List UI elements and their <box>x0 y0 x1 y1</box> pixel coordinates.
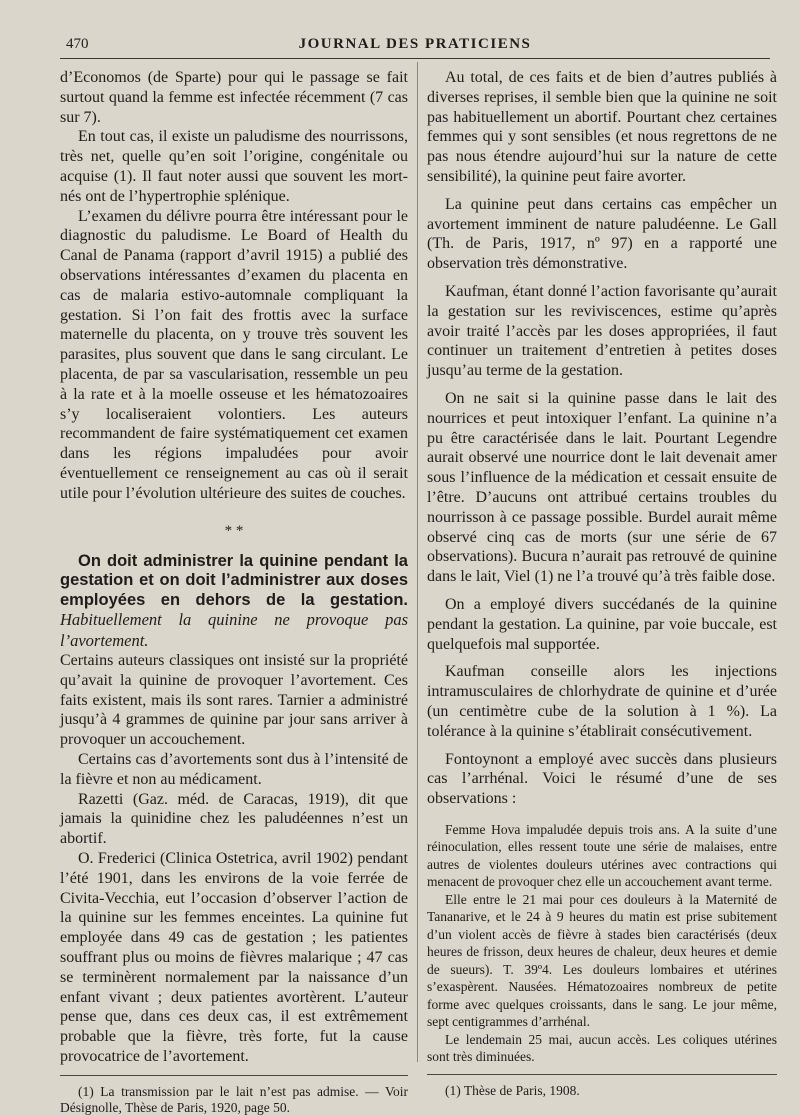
paragraph: d’Economos (de Sparte) pour qui le passage se fait surtout quand la femme est infectée récemment (7 cas sur 7). <box>60 69 408 126</box>
paragraph: La quinine peut dans certains cas empêcher un avortement imminent de nature paludéenne. Le Gall (Th. de Paris, 1917, nº 97) en a rapporté une observation très démonstrative. <box>427 195 777 273</box>
footnote: (1) La transmission par le lait n’est pas admise. — Voir Désignolle, Thèse de Paris, 1920, page 50. <box>60 1083 408 1115</box>
paragraph: On ne sait si la quinine passe dans le lait des nourrices et peut intoxiquer l’enfant. La quinine n’a pu être caractérisée dans le lait. Pourtant Legendre aurait observé une nourrice dont le lait devenait amer sous l’influence de la médication et cessait ensuite de l’être. D’aucuns ont attribué certains troubles du nourrisson à ce passage possible. Burdel aurait même observé cinq cas de morts (sur une série de 67 observations). Bucura n’aurait pas retrouvé de quinine dans le lait, Viel (1) ne l’a trouvé qu’à très faible dose. <box>427 389 777 586</box>
paragraph: Certains auteurs classiques ont insisté sur la propriété qu’avait la quinine de provoquer l’avortement. Ces faits existent, mais ils sont rares. Tarnier a administré jusqu’à 4 grammes de quinine par jour sans arriver à provoquer un accouchement. <box>60 652 408 749</box>
section-heading <box>60 552 408 652</box>
page-header <box>60 32 770 59</box>
right-column <box>427 68 777 1099</box>
left-column <box>60 68 408 1116</box>
column-divider <box>417 62 418 1062</box>
footnote-rule <box>60 1075 408 1076</box>
paragraph: Certains cas d’avortements sont dus à l’intensité de la fièvre et non au médicament. <box>60 751 408 788</box>
paragraph: Kaufman, étant donné l’action favorisante qu’aurait la gestation sur les reviviscences, estime qu’après avoir traité l’accès par les doses appropriées, il faut continuer un traitement d’entretien à petites doses jusqu’au terme de la gestation. <box>427 282 777 380</box>
observation-quote <box>427 821 777 1066</box>
heading-italic: Habituellement la quinine ne provoque pas l’avortement. <box>60 610 408 650</box>
paragraph: Kaufman conseille alors les injections intramusculaires de chlorhydrate de quinine et d’urée (un centimètre cube de la solution à 1 %). La tolérance à la quinine s’établirait consécutivement. <box>427 663 777 740</box>
paragraph: Au total, de ces faits et de bien d’autres publiés à diverses reprises, il semble bien que la quinine ne soit pas habituellement un abortif. Pourtant chez certaines femmes qui y sont sensibles (et nous regrettons de ne pas nous étendre aujourd’hui sur la nature de cette sensibilité), la quinine peut faire avorter. <box>427 69 777 185</box>
paragraph: O. Frederici (Clinica Ostetrica, avril 1902) pendant l’été 1901, dans les environs de la voie ferrée de Civita-Vecchia, eut l’occasion d’observer l’action de la quinine sur les femmes enceintes. La quinine fut employée dans 49 cas de gestation ; les patientes souffrant plus ou moins de fièvres malarique ; 47 cas se terminèrent normalement par la naissance d’un enfant vivant ; deux patientes avortèrent. L’auteur pense que, dans ces deux cas, il est extrêmement probable que la fièvre, très forte, fut la cause provocatrice de l’avortement. <box>60 850 408 1065</box>
footnote: (1) Thèse de Paris, 1908. <box>445 1082 580 1098</box>
quote-paragraph: Le lendemain 25 mai, aucun accès. Les coliques utérines sont très diminuées. <box>427 1031 777 1065</box>
page-number: 470 <box>66 36 89 52</box>
paragraph: On a employé divers succédanés de la quinine pendant la gestation. La quinine, par voie buccale, est quelquefois mal supportée. <box>427 595 777 653</box>
heading-bold: On doit administrer la quinine pendant la gestation et on doit l’administrer aux doses employées en dehors de la gestation. <box>60 551 408 609</box>
paragraph: Razetti (Gaz. méd. de Caracas, 1919), dit que jamais la quinidine chez les paludéennes n’est un abortif. <box>60 790 408 848</box>
quote-paragraph: Femme Hova impaludée depuis trois ans. A la suite d’une réinoculation, elles ressent toute une série de malaises, entre autres de violentes douleurs utérines avec contractions qui menacent de provoquer chez elle un accouchement avant terme. <box>427 821 777 890</box>
paragraph: Fontoynont a employé avec succès dans plusieurs cas l’arrhénal. Voici le résumé d’une de ses observations : <box>427 750 777 808</box>
paragraph: L’examen du délivre pourra être intéressant pour le diagnostic du paludisme. Le Board of Health du Canal de Panama (rapport d’avril 1915) a publié des observations intéressantes d’examen du placenta en cas de malaria estivo-automnale compliquant la gestation. Si l’on fait des frottis avec la surface maternelle du placenta, on y trouve très souvent les parasites, plus souvent que dans le sang circulant. Le placenta, de par sa vascularisation, ressemble un peu à la rate et à la moelle osseuse et les hématozoaires s’y localiseraient volontiers. Les auteurs recommandent de faire systématiquement cet examen dans les régions impaludées pour avoir éventuellement ce renseignement au cas où il serait utile pour l’évolution ultérieure des suites de couches. <box>60 207 408 502</box>
paragraph: En tout cas, il existe un paludisme des nourrissons, très net, quelle qu’en soit l’origine, congénitale ou acquise (1). Il faut noter aussi que souvent les mort-nés ont de l’hypertrophie splénique. <box>60 128 408 205</box>
running-title: JOURNAL DES PRATICIENS <box>298 36 532 52</box>
footnote-rule <box>427 1074 777 1075</box>
quote-paragraph: Elle entre le 21 mai pour ces douleurs à la Maternité de Tananarive, et le 24 à 9 heures du matin est prise subitement d’un violent accès de fièvre à stades bien caractérisés (deux heures de frisson, deux heures de chaleur, deux heures et demie de sueurs). T. 39º4. Les douleurs lombaires et utérines s’exaspèrent. Nausées. Hématozoaires nombreux de petite forme avec quelques croissants, dans le sang. Le jour même, sept centigrammes d’arrhénal. <box>427 891 777 1030</box>
section-separator: * * <box>224 522 244 539</box>
